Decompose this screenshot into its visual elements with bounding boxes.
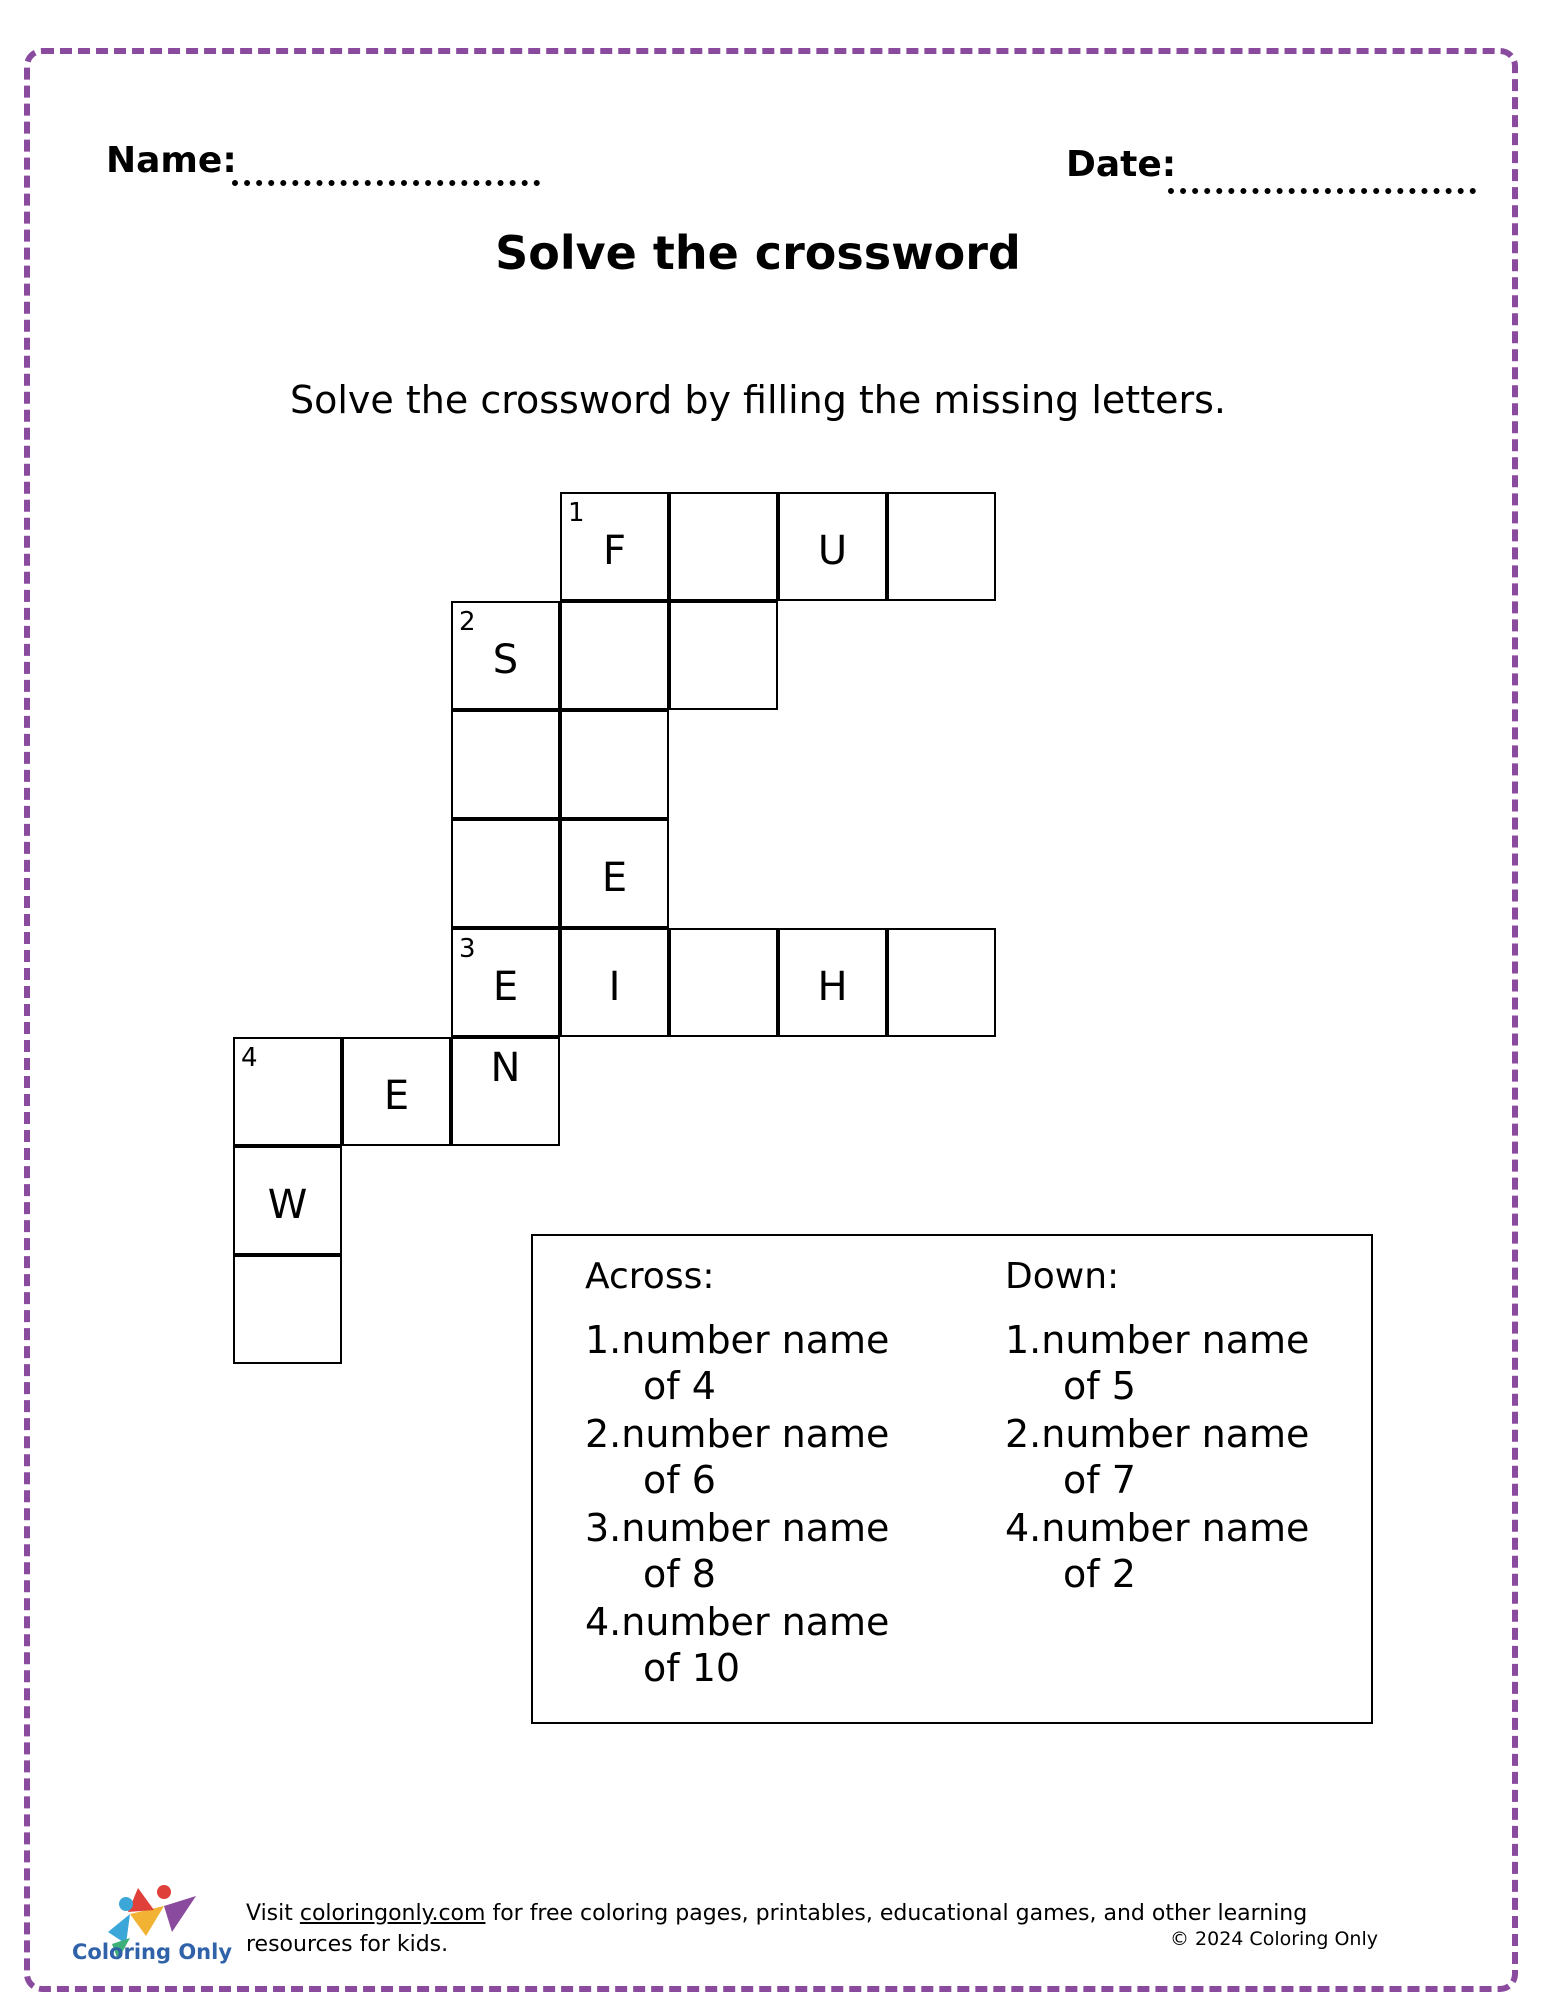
clue-number: 1: [568, 498, 585, 528]
grid-cell[interactable]: [342, 1037, 451, 1146]
date-field-line[interactable]: [1168, 188, 1476, 194]
grid-cell[interactable]: [887, 492, 996, 601]
clues-box: [531, 1234, 1373, 1724]
grid-cell[interactable]: [233, 1255, 342, 1364]
copyright-text: © 2024 Coloring Only: [1170, 1928, 1378, 1950]
grid-cell[interactable]: [887, 928, 996, 1037]
grid-cell[interactable]: [451, 928, 560, 1037]
grid-cell[interactable]: [560, 819, 669, 928]
clue-line: 4.number name: [585, 1600, 890, 1644]
cell-letter: I: [608, 964, 621, 1010]
grid-cell[interactable]: [560, 710, 669, 819]
grid-cell[interactable]: [451, 710, 560, 819]
clue-number: 4: [241, 1043, 258, 1073]
clue-number: 2: [459, 607, 476, 637]
cell-letter: S: [492, 637, 519, 683]
grid-cell[interactable]: [451, 1037, 560, 1146]
across-clue: [585, 1599, 925, 1691]
footer-rest: for free coloring pages, printables, educational games, and other learning resources for kids.: [246, 1901, 1308, 1957]
grid-cell[interactable]: [669, 928, 778, 1037]
down-clue: [1005, 1505, 1345, 1597]
across-clue: [585, 1317, 925, 1409]
cell-letter: W: [267, 1182, 308, 1228]
down-clue: [1005, 1411, 1345, 1503]
clue-line: of 2: [1063, 1552, 1136, 1596]
across-heading: Across:: [585, 1256, 715, 1297]
grid-cell[interactable]: [669, 492, 778, 601]
clue-line: 1.number name: [1005, 1318, 1310, 1362]
clue-line: of 5: [1063, 1364, 1136, 1408]
grid-cell[interactable]: [233, 1146, 342, 1255]
across-column: [585, 1256, 925, 1693]
clue-line: of 6: [643, 1458, 716, 1502]
cell-letter: E: [492, 964, 519, 1010]
down-column: [1005, 1256, 1345, 1599]
clue-line: 4.number name: [1005, 1506, 1310, 1550]
grid-cell[interactable]: [669, 601, 778, 710]
clue-line: of 10: [643, 1646, 741, 1690]
clue-line: of 8: [643, 1552, 716, 1596]
down-clue: [1005, 1317, 1345, 1409]
across-clue: [585, 1505, 925, 1597]
cell-letter: N: [490, 1045, 521, 1091]
clue-number: 3: [459, 934, 476, 964]
cell-letter: F: [602, 528, 626, 574]
logo-text: Coloring Only: [72, 1940, 233, 1964]
footer-visit: Visit: [246, 1901, 300, 1926]
across-clue: [585, 1411, 925, 1503]
clue-line: 1.number name: [585, 1318, 890, 1362]
grid-cell[interactable]: [778, 928, 887, 1037]
cell-letter: E: [601, 855, 628, 901]
page-title: Solve the crossword: [495, 226, 1021, 280]
date-label: Date:: [1066, 144, 1177, 185]
clue-line: 3.number name: [585, 1506, 890, 1550]
coloringonly-link[interactable]: coloringonly.com: [299, 1901, 486, 1926]
cell-letter: U: [817, 528, 848, 574]
grid-cell[interactable]: [451, 819, 560, 928]
clue-line: of 7: [1063, 1458, 1136, 1502]
cell-letter: E: [383, 1073, 410, 1119]
clue-line: of 4: [643, 1364, 716, 1408]
grid-cell[interactable]: [560, 492, 669, 601]
down-heading: Down:: [1005, 1256, 1120, 1297]
grid-cell[interactable]: [233, 1037, 342, 1146]
grid-cell[interactable]: [451, 601, 560, 710]
name-label: Name:: [106, 140, 237, 181]
grid-cell[interactable]: [778, 492, 887, 601]
cell-letter: H: [817, 964, 848, 1010]
name-field-line[interactable]: [232, 180, 540, 186]
instruction-text: Solve the crossword by filling the missing letters.: [290, 378, 1226, 422]
clue-line: 2.number name: [1005, 1412, 1310, 1456]
grid-cell[interactable]: [560, 928, 669, 1037]
grid-cell[interactable]: [560, 601, 669, 710]
clue-line: 2.number name: [585, 1412, 890, 1456]
